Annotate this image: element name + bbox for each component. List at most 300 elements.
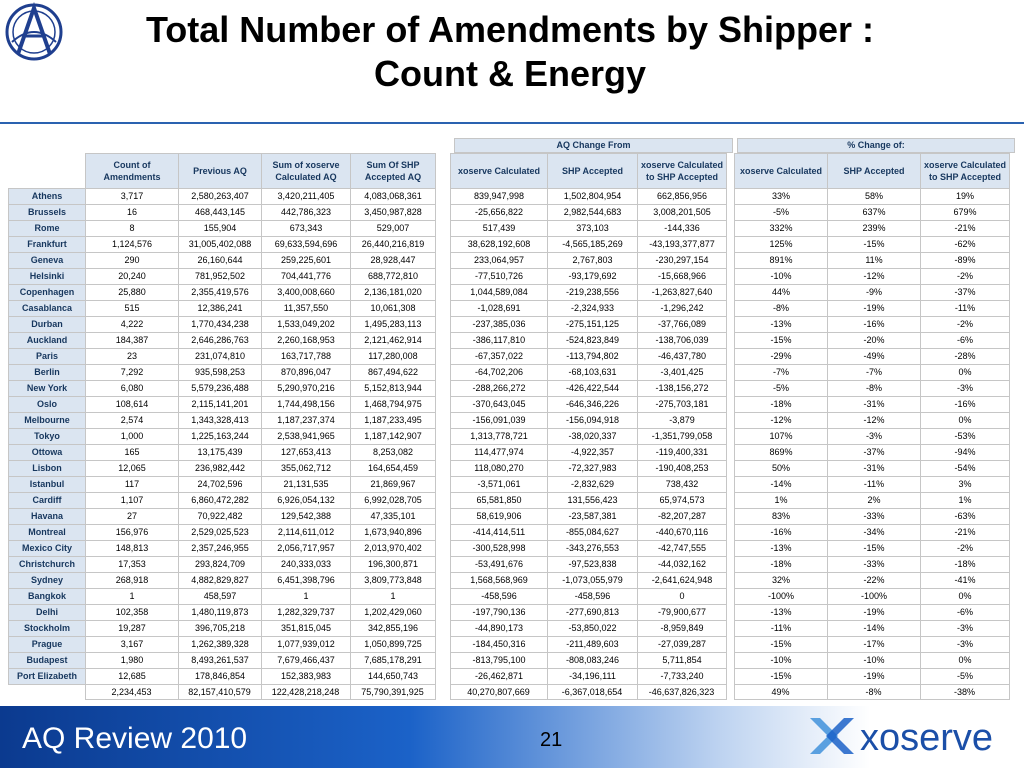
table-cell: -1,028,691 (451, 301, 548, 317)
table-cell: 117 (86, 477, 179, 493)
row-label: Auckland (9, 333, 86, 349)
table-cell: -44,032,162 (638, 557, 727, 573)
column-header: SHP Accepted (548, 154, 638, 189)
gap-cell (436, 189, 451, 205)
table-cell: 342,855,196 (351, 621, 436, 637)
table-cell: 6,451,398,796 (262, 573, 351, 589)
table-cell: 233,064,957 (451, 253, 548, 269)
table-cell: -82,207,287 (638, 509, 727, 525)
table-row (9, 381, 1010, 397)
table-cell: 58% (828, 189, 921, 205)
table-row (9, 493, 1010, 509)
table-cell: 65,581,850 (451, 493, 548, 509)
table-cell: 1% (921, 493, 1010, 509)
table-cell: 704,441,776 (262, 269, 351, 285)
table-cell: 355,062,712 (262, 461, 351, 477)
table-cell: -38,020,337 (548, 429, 638, 445)
gap-cell (436, 605, 451, 621)
table-cell: 2,114,611,012 (262, 525, 351, 541)
table-cell: 935,598,253 (179, 365, 262, 381)
table-cell: -808,083,246 (548, 653, 638, 669)
gap-cell (436, 557, 451, 573)
table-row (9, 477, 1010, 493)
table-cell: 2,056,717,957 (262, 541, 351, 557)
totals-row (8, 685, 1009, 700)
table-cell: 21,869,967 (351, 477, 436, 493)
table-row (9, 253, 1010, 269)
gap-cell (727, 621, 735, 637)
table-cell: -7% (735, 365, 828, 381)
table-cell: 20,240 (86, 269, 179, 285)
table-cell: -29% (735, 349, 828, 365)
table-cell: -21% (921, 525, 1010, 541)
table-cell: 26,440,216,819 (351, 237, 436, 253)
table-cell: 108,614 (86, 397, 179, 413)
gap-cell (727, 653, 735, 669)
table-cell: -3% (921, 621, 1010, 637)
column-header: xoserve Calculated to SHP Accepted (638, 154, 727, 189)
table-cell: -13% (735, 605, 828, 621)
table-cell: -3,571,061 (451, 477, 548, 493)
table-cell: 839,947,998 (451, 189, 548, 205)
gap-cell (727, 317, 735, 333)
column-header: Count of Amendments (86, 154, 179, 189)
total-cell: 49% (734, 685, 827, 700)
gap-cell (436, 237, 451, 253)
group-header-label: AQ Change From (455, 139, 733, 153)
table-cell: 867,494,622 (351, 365, 436, 381)
table-cell: -3% (921, 637, 1010, 653)
table-cell: -197,790,136 (451, 605, 548, 621)
gap-cell (727, 429, 735, 445)
row-label: Rome (9, 221, 86, 237)
table-cell: 869% (735, 445, 828, 461)
table-cell: 3,450,987,828 (351, 205, 436, 221)
gap-cell (436, 509, 451, 525)
gap-cell (436, 445, 451, 461)
table-cell: -20% (828, 333, 921, 349)
table-cell: -288,266,272 (451, 381, 548, 397)
row-label: New York (9, 381, 86, 397)
gap-cell (436, 461, 451, 477)
table-cell: -17% (828, 637, 921, 653)
group-header-aq-change-from (454, 138, 733, 153)
table-cell: 25,880 (86, 285, 179, 301)
gap-cell (436, 317, 451, 333)
table-cell: -26,462,871 (451, 669, 548, 685)
table-cell: 1 (262, 589, 351, 605)
table-cell: 673,343 (262, 221, 351, 237)
table-cell: 12,065 (86, 461, 179, 477)
table-cell: -13% (735, 541, 828, 557)
table-cell: -67,357,022 (451, 349, 548, 365)
table-cell: -43,193,377,877 (638, 237, 727, 253)
table-cell: 442,786,323 (262, 205, 351, 221)
table-cell: -5% (735, 381, 828, 397)
table-cell: -7,733,240 (638, 669, 727, 685)
table-cell: -11% (735, 621, 828, 637)
table-cell: -156,094,918 (548, 413, 638, 429)
table-cell: -211,489,603 (548, 637, 638, 653)
table-row (9, 461, 1010, 477)
gap-cell (436, 525, 451, 541)
table-cell: 2% (828, 493, 921, 509)
table-cell: 290 (86, 253, 179, 269)
table-cell: 1,077,939,012 (262, 637, 351, 653)
table-cell: -138,706,039 (638, 333, 727, 349)
table-cell: 7,292 (86, 365, 179, 381)
total-cell: 2,234,453 (85, 685, 178, 700)
total-cell: -38% (920, 685, 1009, 700)
gap-cell (727, 285, 735, 301)
gap-cell (436, 365, 451, 381)
gap-cell (436, 477, 451, 493)
table-cell: 870,896,047 (262, 365, 351, 381)
table-row (9, 541, 1010, 557)
table-cell: 118,080,270 (451, 461, 548, 477)
table-cell: -8,959,849 (638, 621, 727, 637)
table-cell: -370,643,045 (451, 397, 548, 413)
table-cell: -646,346,226 (548, 397, 638, 413)
table-cell: 117,280,008 (351, 349, 436, 365)
table-cell: 21,131,535 (262, 477, 351, 493)
table-cell: -113,794,802 (548, 349, 638, 365)
table-cell: 5,579,236,488 (179, 381, 262, 397)
table-cell: 1,770,434,238 (179, 317, 262, 333)
table-row (9, 509, 1010, 525)
table-cell: -31% (828, 397, 921, 413)
table-cell: 163,717,788 (262, 349, 351, 365)
table-cell: 240,333,033 (262, 557, 351, 573)
row-label: Tokyo (9, 429, 86, 445)
gap-cell (727, 349, 735, 365)
table-cell: 332% (735, 221, 828, 237)
table-cell: -33% (828, 557, 921, 573)
table-cell: 1,202,429,060 (351, 605, 436, 621)
row-label: Christchurch (9, 557, 86, 573)
table-cell: -15% (828, 541, 921, 557)
table-cell: 11% (828, 253, 921, 269)
table-cell: -15% (735, 669, 828, 685)
table-cell: 65,974,573 (638, 493, 727, 509)
gap-cell (436, 637, 451, 653)
table-cell: 1,673,940,896 (351, 525, 436, 541)
table-cell: 259,225,601 (262, 253, 351, 269)
title-line-1: Total Number of Amendments by Shipper : (145, 9, 875, 50)
gap-cell (727, 189, 735, 205)
table-cell: -3,879 (638, 413, 727, 429)
gap-cell (727, 589, 735, 605)
table-cell: -4,565,185,269 (548, 237, 638, 253)
table-row (9, 333, 1010, 349)
table-cell: 156,976 (86, 525, 179, 541)
gap-cell (727, 269, 735, 285)
table-cell: -343,276,553 (548, 541, 638, 557)
table-row (9, 445, 1010, 461)
gap-cell (436, 541, 451, 557)
row-label: Athens (9, 189, 86, 205)
gap-cell (436, 269, 451, 285)
table-cell: -14% (735, 477, 828, 493)
table-cell: 351,815,045 (262, 621, 351, 637)
table-cell: -77,510,726 (451, 269, 548, 285)
table-cell: 17,353 (86, 557, 179, 573)
table-cell: 144,650,743 (351, 669, 436, 685)
table-cell: 1,187,142,907 (351, 429, 436, 445)
column-header: Previous AQ (179, 154, 262, 189)
table-cell: 0% (921, 589, 1010, 605)
gap-cell (727, 333, 735, 349)
table-cell: 2,115,141,201 (179, 397, 262, 413)
table-row (9, 189, 1010, 205)
table-cell: 2,357,246,955 (179, 541, 262, 557)
table-cell: -3% (828, 429, 921, 445)
table-row (9, 653, 1010, 669)
gap-cell (727, 381, 735, 397)
table-row (9, 525, 1010, 541)
gap-cell (727, 557, 735, 573)
table-cell: 1,282,329,737 (262, 605, 351, 621)
table-cell: -1,351,799,058 (638, 429, 727, 445)
table-row (9, 621, 1010, 637)
table-cell: -813,795,100 (451, 653, 548, 669)
table-cell: 8,253,082 (351, 445, 436, 461)
table-cell: -2,641,624,948 (638, 573, 727, 589)
table-row (9, 349, 1010, 365)
table-cell: -100% (735, 589, 828, 605)
table-cell: 23 (86, 349, 179, 365)
table-cell: 1,187,237,374 (262, 413, 351, 429)
table-cell: 1,495,283,113 (351, 317, 436, 333)
table-cell: 83% (735, 509, 828, 525)
table-cell: -44,890,173 (451, 621, 548, 637)
table-cell: -458,596 (548, 589, 638, 605)
table-cell: 1,744,498,156 (262, 397, 351, 413)
table-cell: 50% (735, 461, 828, 477)
table-cell: -1,263,827,640 (638, 285, 727, 301)
table-cell: -42,747,555 (638, 541, 727, 557)
table-cell: 70,922,482 (179, 509, 262, 525)
gap-cell (727, 237, 735, 253)
table-cell: -41% (921, 573, 1010, 589)
table-cell: -19% (828, 605, 921, 621)
table-cell: 152,383,983 (262, 669, 351, 685)
gap-cell (726, 685, 734, 700)
row-label: Frankfurt (9, 237, 86, 253)
gap-cell (436, 669, 451, 685)
table-cell: -230,297,154 (638, 253, 727, 269)
table-cell: -426,422,544 (548, 381, 638, 397)
table-cell: -93,179,692 (548, 269, 638, 285)
table-row (9, 429, 1010, 445)
table-cell: 6,860,472,282 (179, 493, 262, 509)
gap-cell (727, 541, 735, 557)
row-label: Oslo (9, 397, 86, 413)
row-label: Durban (9, 317, 86, 333)
gap-cell (436, 573, 451, 589)
total-cell: 82,157,410,579 (178, 685, 261, 700)
table-cell: 1,262,389,328 (179, 637, 262, 653)
group-header-label: % Change of: (738, 139, 1015, 153)
table-cell: -300,528,998 (451, 541, 548, 557)
table-cell: 231,074,810 (179, 349, 262, 365)
row-label: Copenhagen (9, 285, 86, 301)
table-cell: -10% (735, 653, 828, 669)
table-row (9, 557, 1010, 573)
table-cell: -19% (828, 669, 921, 685)
table-cell: -144,336 (638, 221, 727, 237)
table-cell: -12% (828, 413, 921, 429)
table-cell: 125% (735, 237, 828, 253)
table-cell: 2,136,181,020 (351, 285, 436, 301)
row-label: Stockholm (9, 621, 86, 637)
row-label: Istanbul (9, 477, 86, 493)
table-cell: -4,922,357 (548, 445, 638, 461)
table-cell: -11% (828, 477, 921, 493)
total-cell: 40,270,807,669 (450, 685, 547, 700)
table-cell: 3,400,008,660 (262, 285, 351, 301)
table-cell: -53,850,022 (548, 621, 638, 637)
table-cell: 738,432 (638, 477, 727, 493)
page-title (80, 8, 940, 96)
gap-cell (727, 525, 735, 541)
row-label: Mexico City (9, 541, 86, 557)
table-cell: 6,926,054,132 (262, 493, 351, 509)
table-cell: 1,502,804,954 (548, 189, 638, 205)
table-cell: 155,904 (179, 221, 262, 237)
table-cell: 1,313,778,721 (451, 429, 548, 445)
gap-cell (727, 413, 735, 429)
gap-cell (727, 301, 735, 317)
gap-cell (727, 461, 735, 477)
xoserve-logo-icon (806, 712, 1016, 760)
table-cell: 148,813 (86, 541, 179, 557)
gap-cell (436, 653, 451, 669)
table-cell: 12,685 (86, 669, 179, 685)
table-row (9, 205, 1010, 221)
table-cell: 7,679,466,437 (262, 653, 351, 669)
table-cell: 268,918 (86, 573, 179, 589)
row-label: Lisbon (9, 461, 86, 477)
table-cell: 4,222 (86, 317, 179, 333)
table-cell: 129,542,388 (262, 509, 351, 525)
table-cell: -18% (735, 557, 828, 573)
table-cell: 69,633,594,696 (262, 237, 351, 253)
table-cell: 184,387 (86, 333, 179, 349)
gap-cell (727, 605, 735, 621)
table-cell: 1 (86, 589, 179, 605)
table-cell: 529,007 (351, 221, 436, 237)
table-cell: -19% (828, 301, 921, 317)
gap-cell (436, 301, 451, 317)
gap-cell (435, 685, 450, 700)
table-cell: -37,766,089 (638, 317, 727, 333)
table-cell: -89% (921, 253, 1010, 269)
gap-cell (727, 221, 735, 237)
table-cell: 891% (735, 253, 828, 269)
table-cell: -34,196,111 (548, 669, 638, 685)
table-cell: -53,491,676 (451, 557, 548, 573)
gap-cell (727, 397, 735, 413)
table-row (9, 365, 1010, 381)
gap-cell (436, 349, 451, 365)
amendments-table (8, 153, 1010, 685)
table-cell: -22% (828, 573, 921, 589)
table-cell: 107% (735, 429, 828, 445)
table-cell: 468,443,145 (179, 205, 262, 221)
table-cell: 26,160,644 (179, 253, 262, 269)
table-cell: 3,420,211,405 (262, 189, 351, 205)
table-cell: 8 (86, 221, 179, 237)
table-cell: 2,646,286,763 (179, 333, 262, 349)
table-cell: 239% (828, 221, 921, 237)
table-cell: 2,260,168,953 (262, 333, 351, 349)
table-cell: -138,156,272 (638, 381, 727, 397)
table-cell: 19% (921, 189, 1010, 205)
table-cell: 0% (921, 413, 1010, 429)
table-cell: -23,587,381 (548, 509, 638, 525)
gap-cell (436, 205, 451, 221)
table-row (9, 285, 1010, 301)
table-cell: -72,327,983 (548, 461, 638, 477)
row-label: Port Elizabeth (9, 669, 86, 685)
table-cell: 114,477,974 (451, 445, 548, 461)
table-cell: -64,702,206 (451, 365, 548, 381)
row-label: Helsinki (9, 269, 86, 285)
table-cell: 11,357,550 (262, 301, 351, 317)
row-label: Prague (9, 637, 86, 653)
table-cell: 58,619,906 (451, 509, 548, 525)
gap-cell (727, 509, 735, 525)
table-cell: 164,654,459 (351, 461, 436, 477)
table-cell: 517,439 (451, 221, 548, 237)
table-cell: -190,408,253 (638, 461, 727, 477)
table-cell: -27,039,287 (638, 637, 727, 653)
table-cell: 2,013,970,402 (351, 541, 436, 557)
table-cell: -184,450,316 (451, 637, 548, 653)
table-cell: 127,653,413 (262, 445, 351, 461)
gap-cell (436, 381, 451, 397)
table-cell: -277,690,813 (548, 605, 638, 621)
table-cell: -219,238,556 (548, 285, 638, 301)
table-cell: -11% (921, 301, 1010, 317)
table-row (9, 301, 1010, 317)
table-cell: -37% (828, 445, 921, 461)
table-cell: 1,124,576 (86, 237, 179, 253)
row-label: Melbourne (9, 413, 86, 429)
row-label: Berlin (9, 365, 86, 381)
table-cell: -119,400,331 (638, 445, 727, 461)
table-row (9, 637, 1010, 653)
gap-cell (727, 493, 735, 509)
table-cell: -458,596 (451, 589, 548, 605)
table-cell: -15% (735, 333, 828, 349)
table-cell: -53% (921, 429, 1010, 445)
row-label: Montreal (9, 525, 86, 541)
table-cell: 7,685,178,291 (351, 653, 436, 669)
title-divider (0, 122, 1024, 124)
table-cell: -28% (921, 349, 1010, 365)
total-cell: 75,790,391,925 (350, 685, 435, 700)
table-cell: -6% (921, 605, 1010, 621)
table-cell: 1,533,049,202 (262, 317, 351, 333)
table-cell: 515 (86, 301, 179, 317)
row-label: Delhi (9, 605, 86, 621)
table-cell: 1,107 (86, 493, 179, 509)
table-cell: -68,103,631 (548, 365, 638, 381)
table-cell: -5% (921, 669, 1010, 685)
table-cell: 781,952,502 (179, 269, 262, 285)
